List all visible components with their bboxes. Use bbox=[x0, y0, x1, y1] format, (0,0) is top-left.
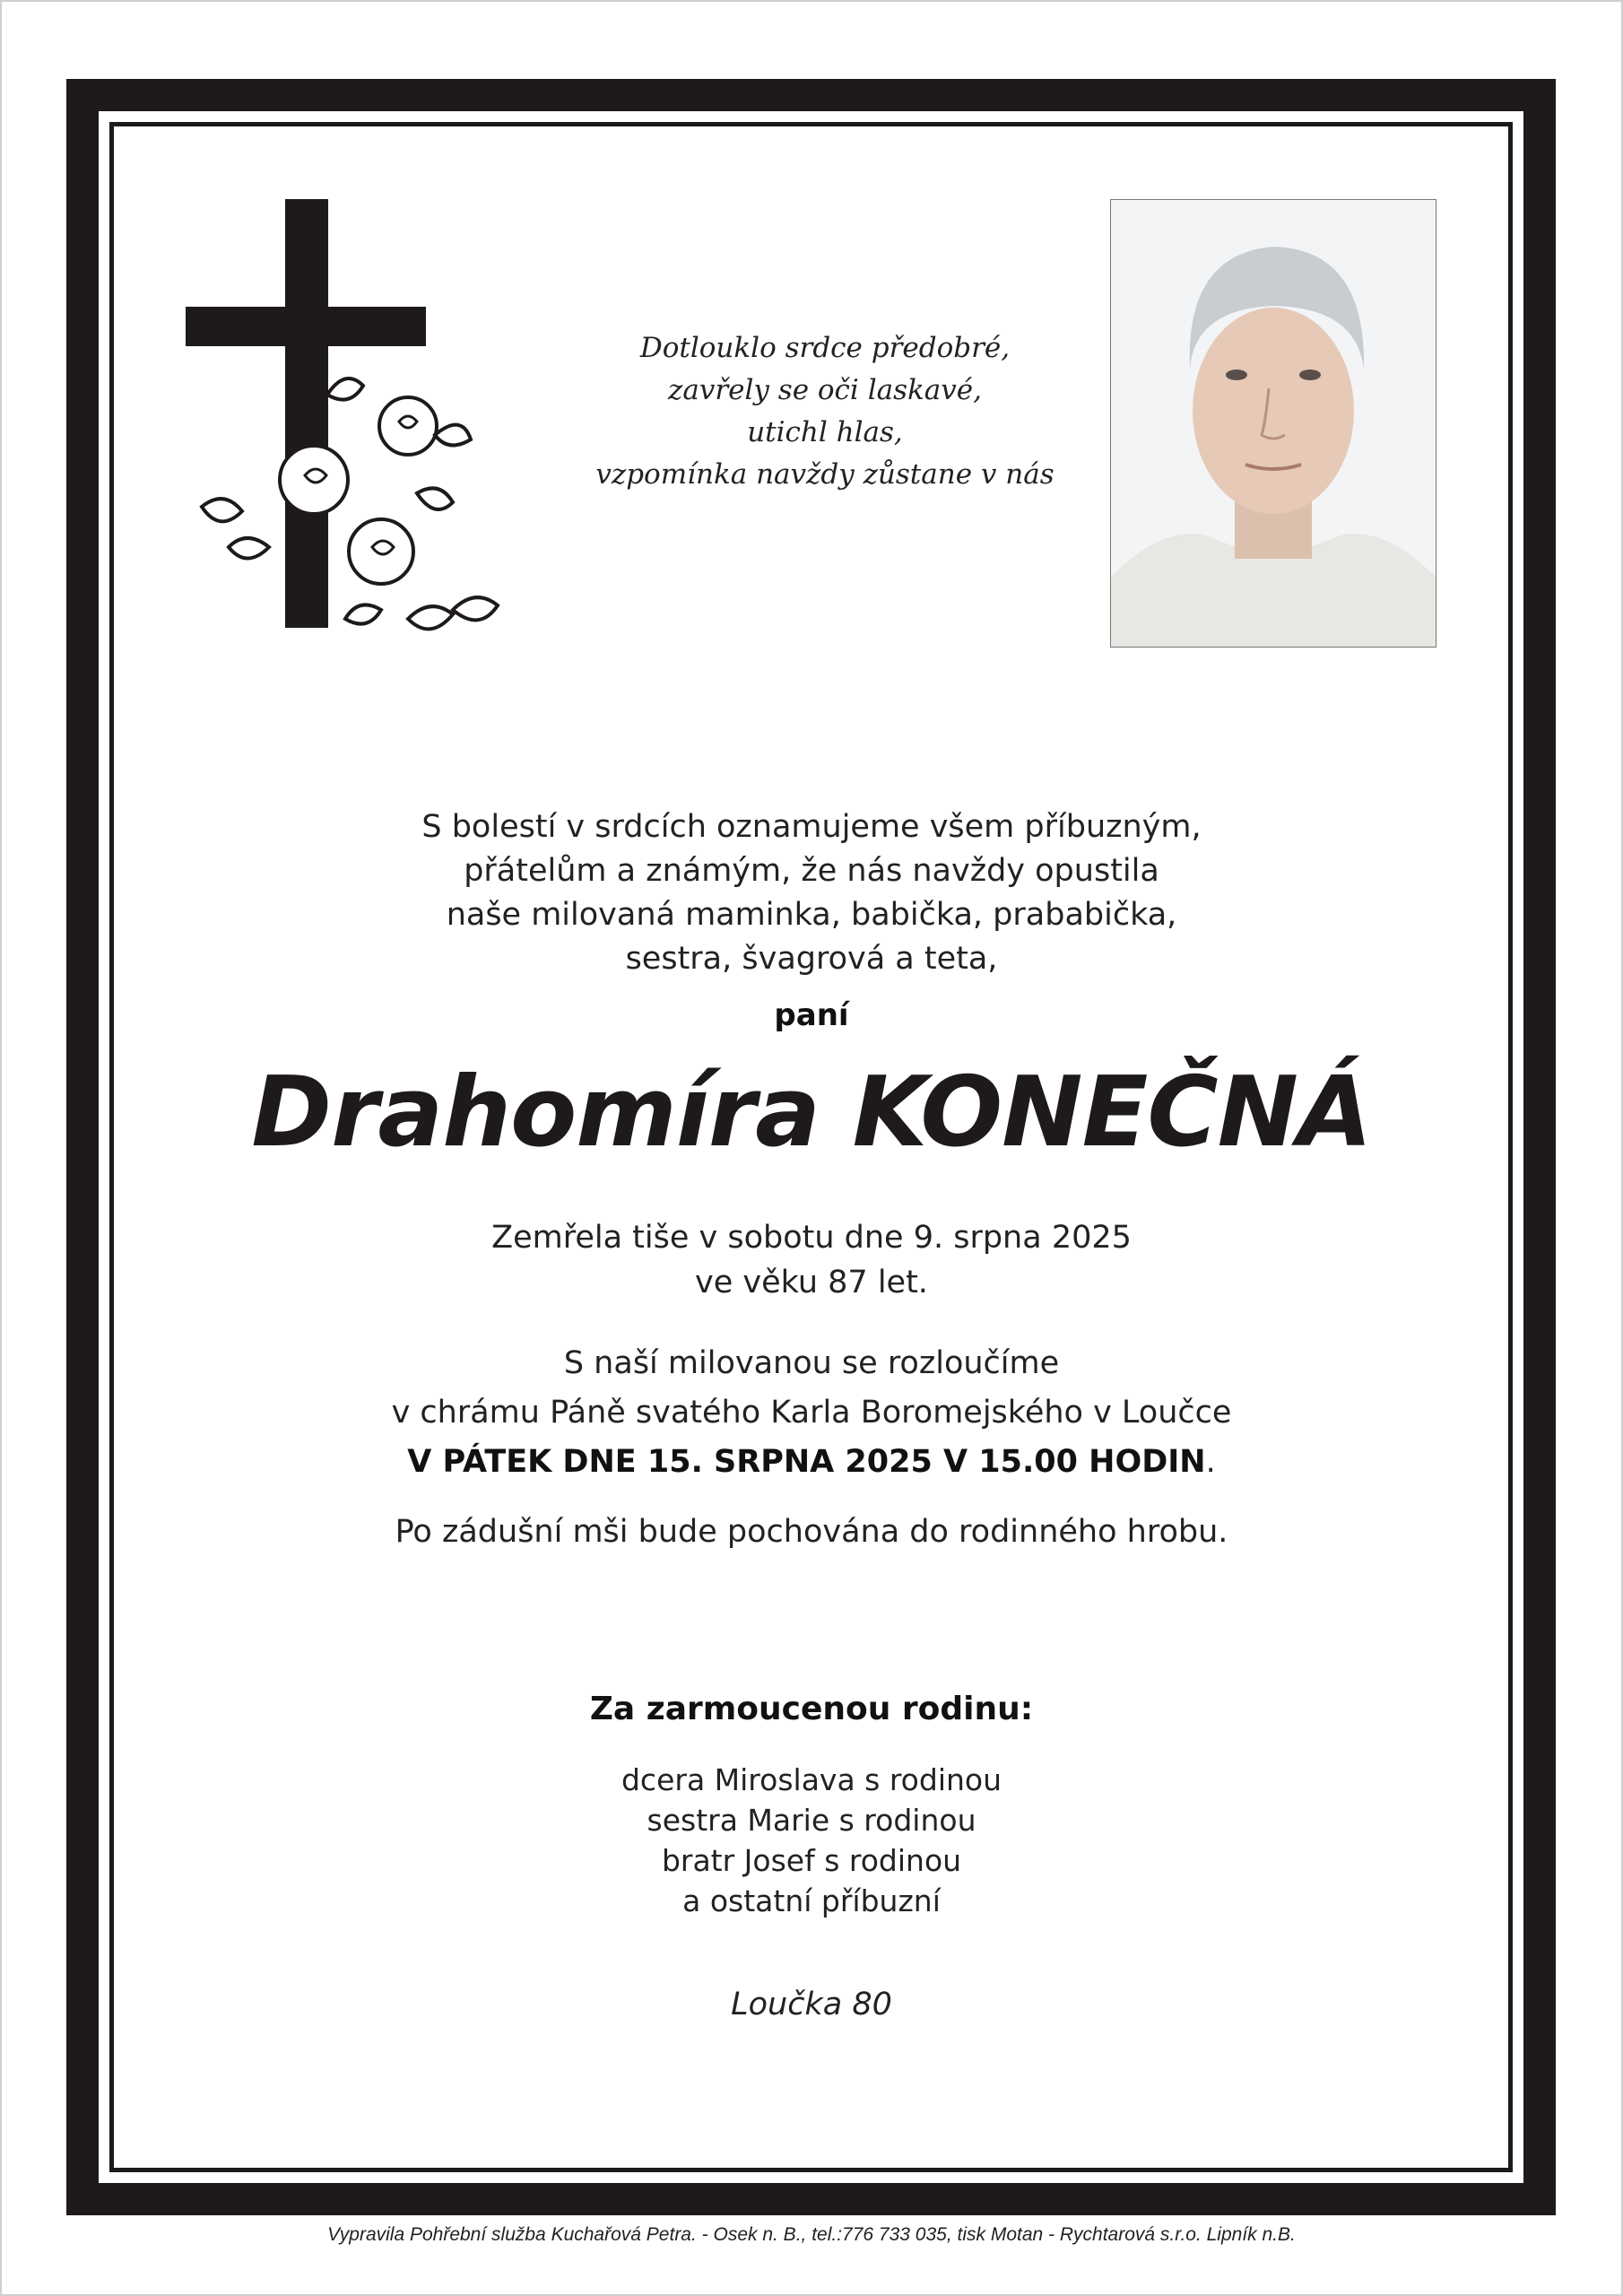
verse-line: zavřely se oči laskavé, bbox=[668, 374, 982, 406]
ceremony-location: v chrámu Páně svatého Karla Boromejského v Loučce bbox=[391, 1395, 1232, 1431]
verse-line: Dotlouklo srdce předobré, bbox=[639, 332, 1011, 364]
family-member: bratr Josef s rodinou bbox=[661, 1843, 962, 1878]
ceremony-date-bold: V PÁTEK DNE 15. SRPNA 2025 V 15.00 HODIN bbox=[407, 1444, 1206, 1480]
portrait-photo bbox=[1110, 199, 1436, 648]
family-list bbox=[269, 1760, 1354, 1921]
memorial-verse bbox=[556, 327, 1094, 496]
deceased-name: Drahomíra KONEČNÁ bbox=[251, 1057, 1372, 1169]
burial-note: Po zádušní mši bude pochována do rodinného hrobu. bbox=[395, 1514, 1228, 1550]
cross-with-roses-icon bbox=[184, 197, 507, 664]
death-info bbox=[269, 1215, 1354, 1305]
announcement-line: naše milovaná maminka, babička, prababička, bbox=[446, 897, 1177, 933]
ceremony-info bbox=[269, 1339, 1354, 1487]
family-address: Loučka 80 bbox=[731, 1987, 892, 2022]
death-date: Zemřela tiše v sobotu dne 9. srpna 2025 bbox=[491, 1220, 1132, 1256]
honorific: paní bbox=[774, 997, 849, 1033]
verse-line: vzpomínka navždy zůstane v nás bbox=[595, 458, 1055, 491]
verse-line: utichl hlas, bbox=[747, 416, 903, 448]
printer-footer: Vypravila Pohřební služba Kuchařová Petra. - Osek n. B., tel.:776 733 035, tisk Motan - Rychtarová s.r.o. Lipník n.B. bbox=[327, 2224, 1296, 2245]
death-age: ve věku 87 let. bbox=[695, 1265, 928, 1300]
announcement bbox=[269, 805, 1354, 981]
ceremony-date-suffix: . bbox=[1205, 1444, 1216, 1480]
announcement-line: přátelům a známým, že nás navždy opustila bbox=[464, 853, 1159, 889]
ceremony-datetime bbox=[269, 1438, 1354, 1487]
announcement-line: S bolestí v srdcích oznamujeme všem příbuzným, bbox=[421, 809, 1202, 845]
announcement-line: sestra, švagrová a teta, bbox=[625, 941, 998, 977]
family-member: dcera Miroslava s rodinou bbox=[621, 1762, 1002, 1797]
ceremony-line: S naší milovanou se rozloučíme bbox=[563, 1345, 1060, 1381]
family-member: a ostatní příbuzní bbox=[682, 1883, 941, 1918]
family-member: sestra Marie s rodinou bbox=[647, 1803, 976, 1838]
family-title: Za zarmoucenou rodinu: bbox=[589, 1691, 1034, 1727]
